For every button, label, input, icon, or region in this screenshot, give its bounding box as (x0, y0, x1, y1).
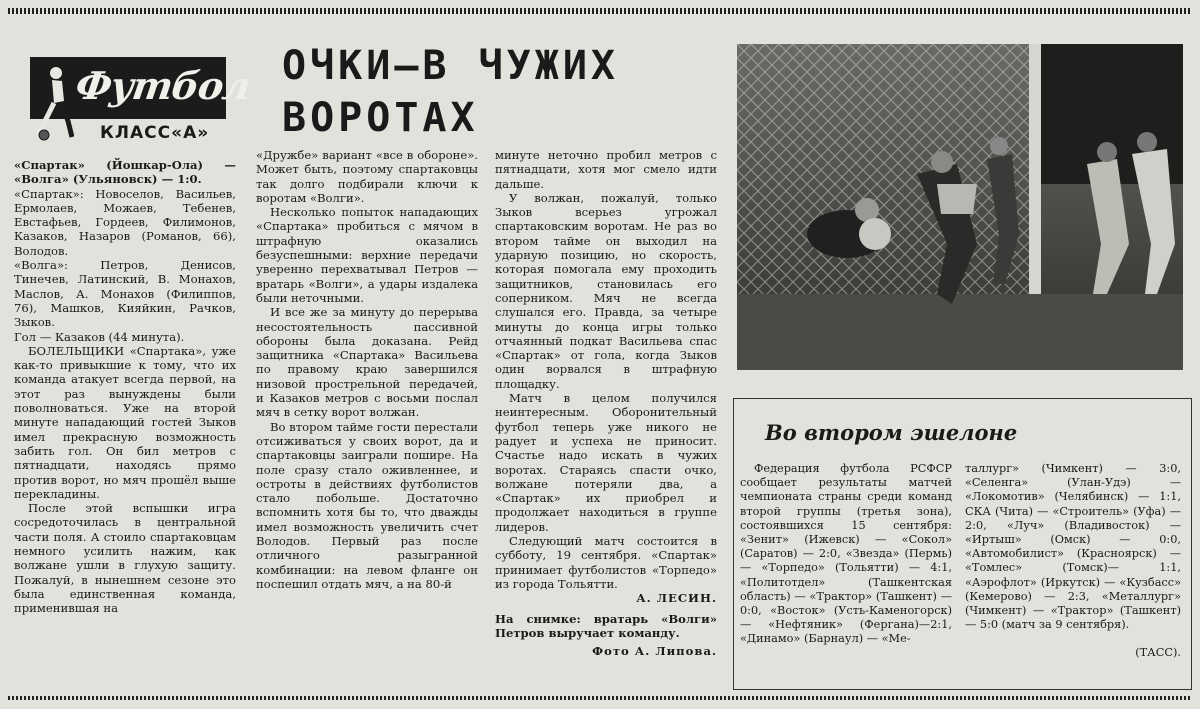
article-column-1 (14, 158, 236, 616)
spartak-lineup: «Спартак»: Новоселов, Васильев, Ермолаев, Можаев, Тебенев, Евстафьев, Гордеев, Филимонов, Казаков, Назаров (Романов, 66), Володов. (14, 186, 236, 258)
results-text: таллург» (Чимкент) — 3:0, «Селенга» (Улан-Удэ) — «Локомотив» (Челябинск) — 1:1, СКА (Чита) — «Строитель» (Уфа) — 2:0, «Луч» (Владивосток) — «Иртыш» (Омск) — 0:0, «Автомобилист» (Красноярск) — «Томлес» (Томск)— 1:1, «Аэрофлот» (Иркутск) — «Кузбасс» (Кемерово) — 2:3, «Металлург» (Чимкент) — «Трактор» (Ташкент) — 5:0 (матч за 9 сентября). (965, 462, 1181, 632)
logo-word: Футбол (72, 63, 253, 108)
paragraph: Несколько попыток нападающих «Спартака» пробиться с мячом в штрафную оказались безуспешными: верхние передачи уверенно перехватывал Петров — вратарь «Волги», а удары издалека были неточными. (256, 205, 478, 305)
paragraph: Во втором тайме гости перестали отсиживаться у своих ворот, да и спартаковцы заиграли пошире. На поле сразу стало оживленнее, и остроты в действиях футболистов стало побольше. Достаточно вспомнить хотя бы то, что дважды имел возможность увеличить счет Володов. Первый раз после отличного разыгранной комбинации: на левом фланге он поспешил отдать мяч, а на 80-й (256, 419, 478, 591)
headline (282, 40, 722, 144)
author-signature: А. ЛЕСИН. (636, 591, 717, 606)
football-logo (30, 57, 253, 149)
paragraph: И все же за минуту до перерыва несостоятельность пассивной обороны была доказана. Рейд защитника «Спартака» Васильева по правому краю завершился низовой прострельной передачей, и Казаков метров с восьми послал мяч в сетку ворот волжан. (256, 305, 478, 420)
paragraph: БОЛЕЛЬЩИКИ «Спартака», уже как-то привыкшие к тому, что их команда атакует всегда первой, на этот раз вынуждены были поволноваться. Уже на второй минуте нападающий гостей Зыков имел прекрасную возможность забить гол. Он бил метров с пятнадцати, находясь прямо против ворот, но мяч прошёл выше перекладины. (14, 343, 236, 501)
paragraph: После этой вспышки игра сосредоточилась в центральной части поля. А стоило спартаковцам немного усилить нажим, как волжане ушли в глухую защиту. Пожалуй, в нынешнем сезоне это была единственная команда, применившая на (14, 501, 236, 616)
headline-line-2: ВОРОТАХ (282, 95, 479, 141)
paragraph: Следующий матч состоится в субботу, 19 сентября. «Спартак» принимает футболистов «Торпедо» из города Тольятти. (495, 534, 717, 591)
news-agency-source: (ТАСС). (1135, 646, 1181, 660)
football-player-icon (34, 63, 74, 141)
results-text: Федерация футбола РСФСР сообщает результаты матчей чемпионата страны среди команд второй группы (третья зона), состоявшихся 15 сентября: «Зенит» (Ижевск) — «Сокол» (Саратов) — 2:0, «Звезда» (Пермь) — «Торпедо» (Тольятти) — 4:1, «Политотдел» (Ташкентская область) — «Трактор» (Ташкент) — 0:0, «Восток» (Усть-Каменогорск) — «Нефтяник» (Фергана)—2:1, «Динамо» (Барнаул) — «Ме- (740, 462, 952, 646)
match-photo (737, 44, 1183, 370)
match-result: «Спартак» (Йошкар-Ола) — «Волга» (Ульяновск) — 1:0. (14, 158, 236, 187)
paragraph: У волжан, пожалуй, только Зыков всерьез угрожал спартаковским воротам. Не раз во втором тайме он выходил на ударную позицию, но скорость, которая помогала ему проходить защитников, становилась его соперником. Мяч не всегда слушался его. Правда, за четыре минуты до конца игры только отчаянный подкат Васильева спас «Спартак» от гола, когда Зыков один ворвался в штрафную площадку. (495, 190, 717, 391)
goalkeeper-photo-image (737, 44, 1183, 370)
paragraph: «Дружбе» вариант «все в обороне». Может быть, поэтому спартаковцы так долго подбирали ключи к воротам «Волги». (256, 148, 478, 205)
second-echelon-right-column (965, 462, 1181, 661)
bottom-rule (8, 696, 1192, 700)
top-rule (8, 8, 1192, 14)
second-echelon-left-column (740, 462, 952, 647)
article-column-3 (495, 148, 717, 658)
article-column-2 (256, 148, 478, 591)
goal-line: Гол — Казаков (44 минута). (14, 329, 185, 344)
volga-lineup: «Волга»: Петров, Денисов, Тинечев, Латинский, В. Монахов, Маслов, А. Монахов (Филиппов, 76), Машков, Кияйкин, Рачков, Зыков. (14, 258, 236, 330)
logo-class-label: КЛАСС«А» (100, 123, 210, 143)
paragraph: Матч в целом получился неинтересным. Оборонительный футбол теперь уже никого не радует и успеха не приносит. Счастье надо искать в чужих воротах. Стараясь спасти очко, волжане потеряли два, а «Спартак» их приобрел и продолжает находиться в группе лидеров. (495, 391, 717, 534)
headline-line-1: ОЧКИ—В ЧУЖИХ (282, 43, 619, 89)
photo-caption: На снимке: вратарь «Волги» Петров выручает команду. (495, 611, 717, 640)
paragraph: минуте неточно пробил метров с пятнадцати, хотя мог смело идти дальше. (495, 148, 717, 191)
photo-credit: Фото А. Липова. (592, 644, 717, 659)
second-echelon-title: Во втором эшелоне (765, 420, 1018, 445)
